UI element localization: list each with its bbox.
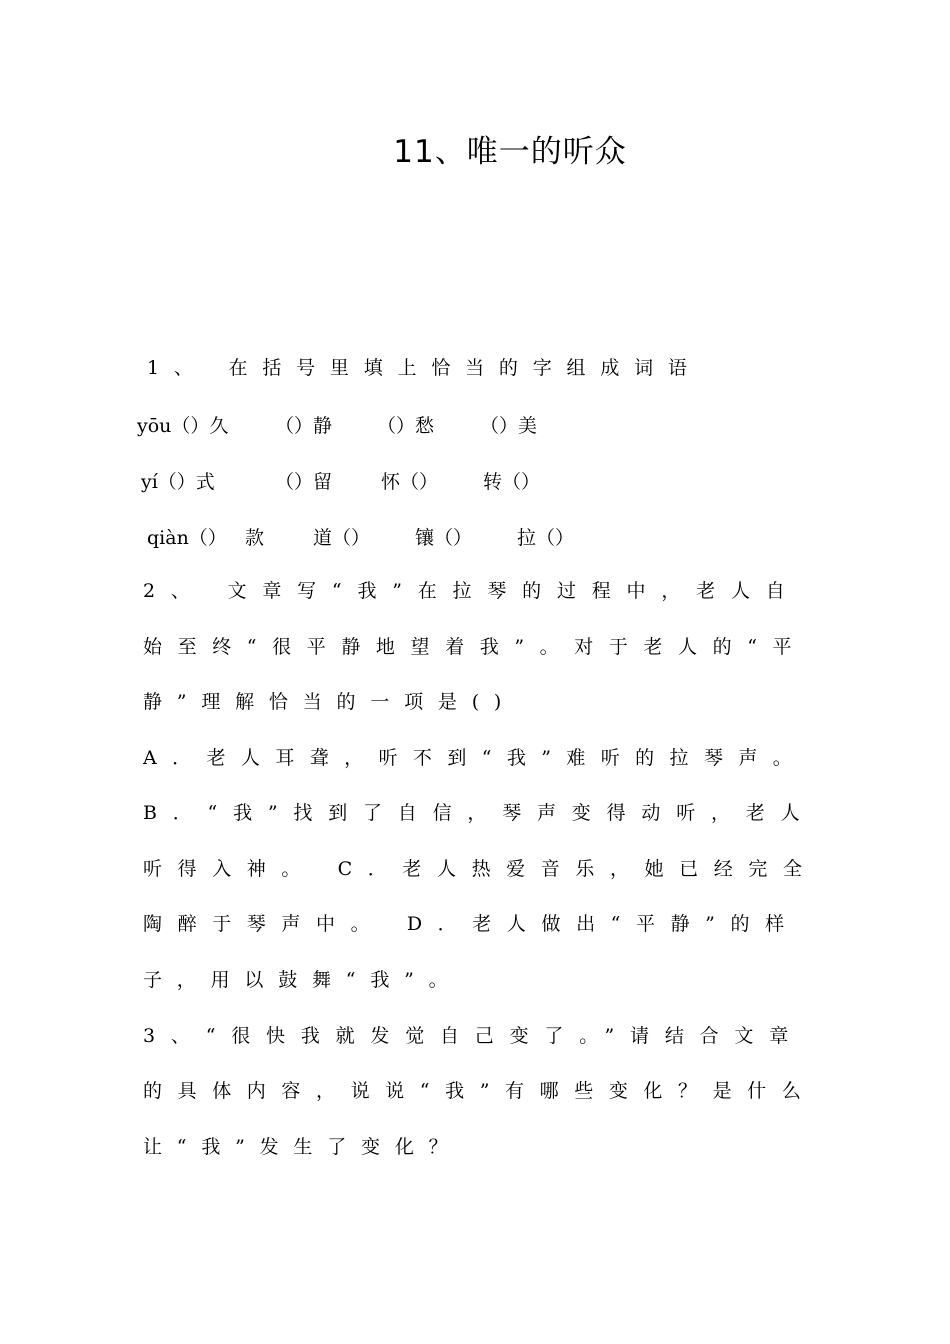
q3-line3: 让“我”发生了变化？ [143, 1136, 463, 1158]
q1-row2-item2: （）留 [275, 471, 333, 493]
q1-row2-item4: 转（） [483, 471, 541, 493]
q1-row2-item3: 怀（） [381, 471, 439, 493]
q1-stem: 1、 在括号里填上恰当的字组成词语 [147, 357, 702, 379]
q1-row3-item4: 镶（） [415, 527, 473, 549]
q1-row3-item5: 拉（） [517, 527, 575, 549]
q1-row1-item4: （）美 [480, 415, 538, 437]
q2-line3: 静”理解恰当的一项是() [143, 691, 517, 713]
q2-line1: 2、 文章写“我”在拉琴的过程中，老人自 [143, 580, 801, 602]
q3-line2: 的具体内容，说说“我”有哪些变化？是什么 [143, 1080, 817, 1102]
q2-option-d-cont: 子，用以鼓舞“我”。 [143, 969, 463, 991]
q2-option-d: 陶醉于琴声中。 D．老人做出“平静”的样 [143, 913, 800, 935]
q1-row3-item2: 款 [245, 527, 265, 549]
q1-row2-item1: yí（）式 [141, 471, 215, 493]
page-title: 11、唯一的听众 [393, 134, 627, 170]
q1-row1-item2: （）静 [275, 415, 333, 437]
q2-option-a: A．老人耳聋，听不到“我”难听的拉琴声。 [143, 747, 808, 769]
q1-row3-item3: 道（） [313, 527, 371, 549]
q1-row3-item1: qiàn（） [147, 527, 227, 549]
q3-line1: 3、“很快我就发觉自己变了。”请结合文章 [143, 1025, 805, 1047]
q1-row1-item3: （）愁 [377, 415, 435, 437]
q2-line2: 始至终“很平静地望着我”。对于老人的“平 [143, 636, 808, 658]
q1-row1-item1: yōu（）久 [137, 415, 229, 437]
q2-option-c: 听得入神。 C．老人热爱音乐，她已经完全 [143, 858, 818, 880]
q2-option-b: B．“我”找到了自信，琴声变得动听，老人 [143, 802, 816, 824]
